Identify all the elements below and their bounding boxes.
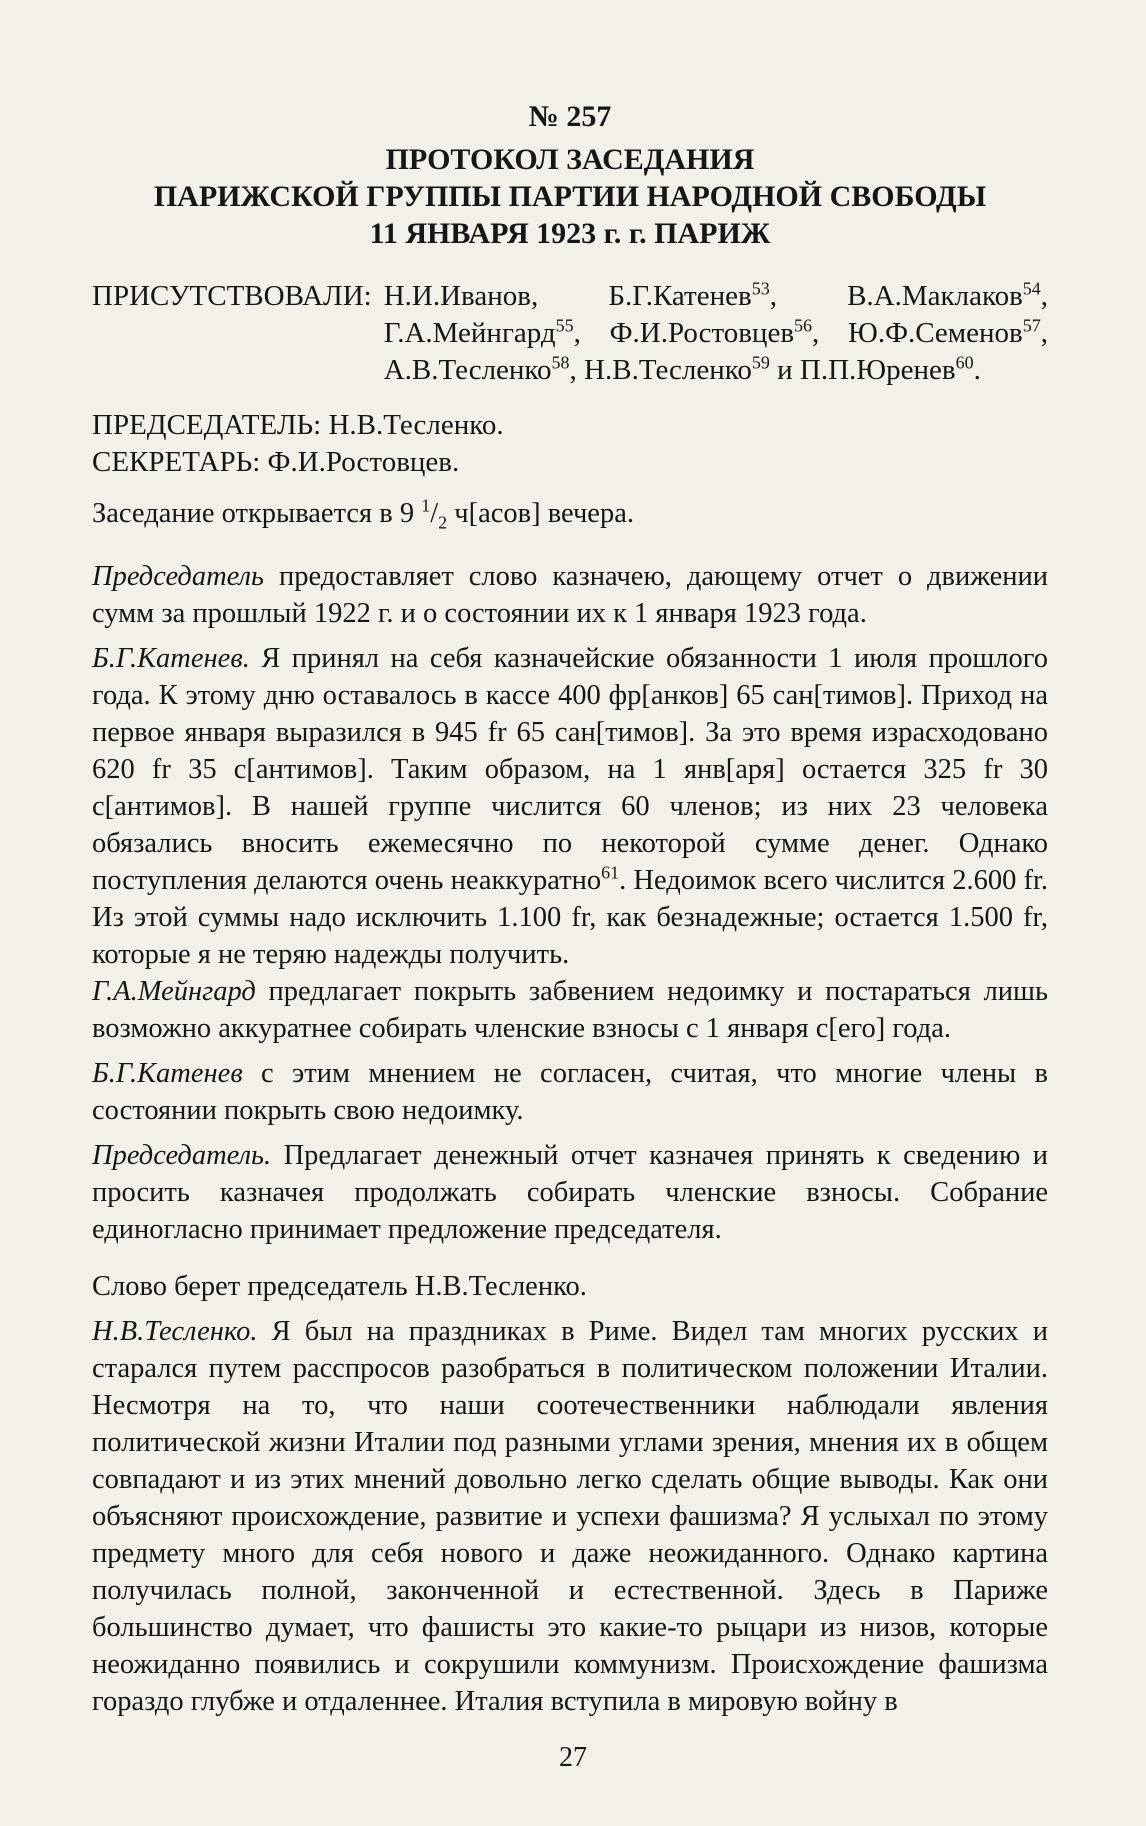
attendee-separator: . xyxy=(973,354,981,386)
footnote-ref: 54 xyxy=(1022,278,1041,299)
speaker-name: Б.Г.Катенев. xyxy=(92,643,250,674)
paragraph-chairman-motion xyxy=(92,1137,1048,1248)
title-line-2: ПАРИЖСКОЙ ГРУППЫ ПАРТИИ НАРОДНОЙ СВОБОДЫ xyxy=(153,180,987,213)
chairman-line xyxy=(92,407,1048,444)
footnote-ref: 60 xyxy=(955,352,974,373)
chairman-label: ПРЕДСЕДАТЕЛЬ: xyxy=(92,409,322,441)
attendee: П.П.Юренев xyxy=(799,354,956,386)
time-fraction-numerator: 1 xyxy=(421,495,431,516)
attendee: Н.В.Тесленко xyxy=(584,354,752,386)
page-number: 27 xyxy=(559,1742,587,1773)
opening-text: Заседание открывается в 9 xyxy=(92,498,415,529)
opening-text-end: ч[асов] вечера. xyxy=(454,498,634,529)
secretary-name: Ф.И.Ростовцев. xyxy=(267,446,460,478)
footnote-ref: 59 xyxy=(751,352,770,373)
attendee: Ю.Ф.Семенов xyxy=(848,317,1023,349)
attendee: Б.Г.Катенев xyxy=(608,280,752,312)
speaker-name: Г.А.Мейнгард xyxy=(92,976,256,1007)
document-title xyxy=(92,141,1048,252)
paragraph-treasurer-intro xyxy=(92,558,1048,632)
paragraph-text: . Недоимок всего числится 2.600 fr. Из этой суммы надо исключить 1.100 fr, как безнадежные; остается 1.500 fr, которые я не теряю надежды получить. xyxy=(92,865,1048,970)
paragraph-text: Я принял на себя казначейские обязанности 1 июля прошлого года. К этому дню оставалось в кассе 400 фр[анков] 65 сан[тимов]. Приход на первое января выразился в 945 fr 65 сан[тимов]. За это время израсходовано 620 fr 35 с[антимов]. Таким образом, на 1 янв[аря] остается 325 fr 30 с[антимов]. В нашей группе числится 60 членов; из них 23 человека обязались вносить ежемесячно по некоторой сумме денег. Однако поступления делаются очень неаккуратно xyxy=(92,643,1048,896)
attendee-separator: , xyxy=(769,280,848,312)
attendee-separator: , xyxy=(812,317,849,349)
secretary-label: СЕКРЕТАРЬ: xyxy=(92,446,261,478)
paragraph-text: предлагает покрыть забвением недоимку и постараться лишь возможно аккуратнее собирать членские взносы с 1 января с[его] года. xyxy=(92,976,1048,1044)
paragraph-meingard-proposal xyxy=(92,973,1048,1047)
paragraph-text: Я был на праздниках в Риме. Видел там многих русских и старался путем расспросов разобраться в политическом положении Италии. Несмотря на то, что наши соотечественники наблюдали явления политической жизни Италии под разными углами зрения, мнения их в общем совпадают и из этих мнений довольно легко сделать общие выводы. Как они объясняют происхождение, развитие и успехи фашизма? Я услыхал по этому предмету много для себя нового и даже неожиданного. Однако картина получилась полной, законченной и естественной. Здесь в Париже большинство думает, что фашисты это какие-то рыцари из низов, которые неожиданно появились и сокрушили коммунизм. Происхождение фашизма гораздо глубже и отдаленнее. Италия вступила в мировую войну в xyxy=(92,1316,1048,1717)
footnote-ref: 53 xyxy=(751,278,770,299)
speaker-name: Председатель. xyxy=(92,1140,272,1171)
document-number: № 257 xyxy=(528,100,612,133)
title-line-3: 11 ЯНВАРЯ 1923 г. г. ПАРИЖ xyxy=(369,217,771,250)
attendee-separator: , xyxy=(530,280,609,312)
paragraph-text: с этим мнением не согласен, считая, что многие члены в состоянии покрыть свою недоимку. xyxy=(92,1058,1048,1126)
opening-line: Заседание открывается в 9 $^1/_2$ ч[асов] вечера. xyxy=(92,495,634,533)
attendee-list xyxy=(384,278,1048,389)
title-line-1: ПРОТОКОЛ ЗАСЕДАНИЯ xyxy=(385,143,755,176)
attendee-separator: , xyxy=(573,317,610,349)
paragraph-text: предоставляет слово казначею, дающему отчет о движении сумм за прошлый 1922 г. и о состоянии их к 1 января 1923 года. xyxy=(92,561,1048,629)
footnote-ref: 61 xyxy=(601,862,620,883)
attendance-block xyxy=(92,278,1048,389)
attendee: Г.А.Мейнгард xyxy=(383,317,556,349)
attendee-separator: и xyxy=(769,354,800,386)
speaker-name: Председатель xyxy=(92,561,264,592)
secretary-line xyxy=(92,444,1048,481)
paragraph-teslenko-speech xyxy=(92,1313,1048,1720)
footnote-ref: 55 xyxy=(555,315,574,336)
paragraph-text: Слово берет председатель Н.В.Тесленко. xyxy=(92,1271,587,1302)
attendee-separator: , xyxy=(1040,317,1048,349)
attendance-label: ПРИСУТСТВОВАЛИ: xyxy=(92,280,372,312)
paragraph-katenev-objection xyxy=(92,1055,1048,1129)
attendee: Ф.И.Ростовцев xyxy=(609,317,795,349)
time-fraction-denominator: 2 xyxy=(438,512,448,533)
attendee: Н.И.Иванов xyxy=(383,280,531,312)
paragraph-text: Предлагает денежный отчет казначея принять к сведению и просить казначея продолжать собирать членские взносы. Собрание единогласно принимает предложение председателя. xyxy=(92,1140,1048,1245)
footnote-ref: 57 xyxy=(1022,315,1041,336)
attendee: А.В.Тесленко xyxy=(383,354,552,386)
speaker-name: Н.В.Тесленко. xyxy=(92,1316,258,1347)
paragraph-floor-given xyxy=(92,1268,1048,1305)
footnote-ref: 58 xyxy=(551,352,570,373)
paragraph-treasurer-report xyxy=(92,640,1048,973)
attendee: В.А.Маклаков xyxy=(847,280,1023,312)
footnote-ref: 56 xyxy=(794,315,813,336)
chairman-name: Н.В.Тесленко. xyxy=(328,409,504,441)
attendee-separator: , xyxy=(569,354,585,386)
speaker-name: Б.Г.Катенев xyxy=(92,1058,243,1089)
attendee-separator: , xyxy=(1040,280,1049,312)
